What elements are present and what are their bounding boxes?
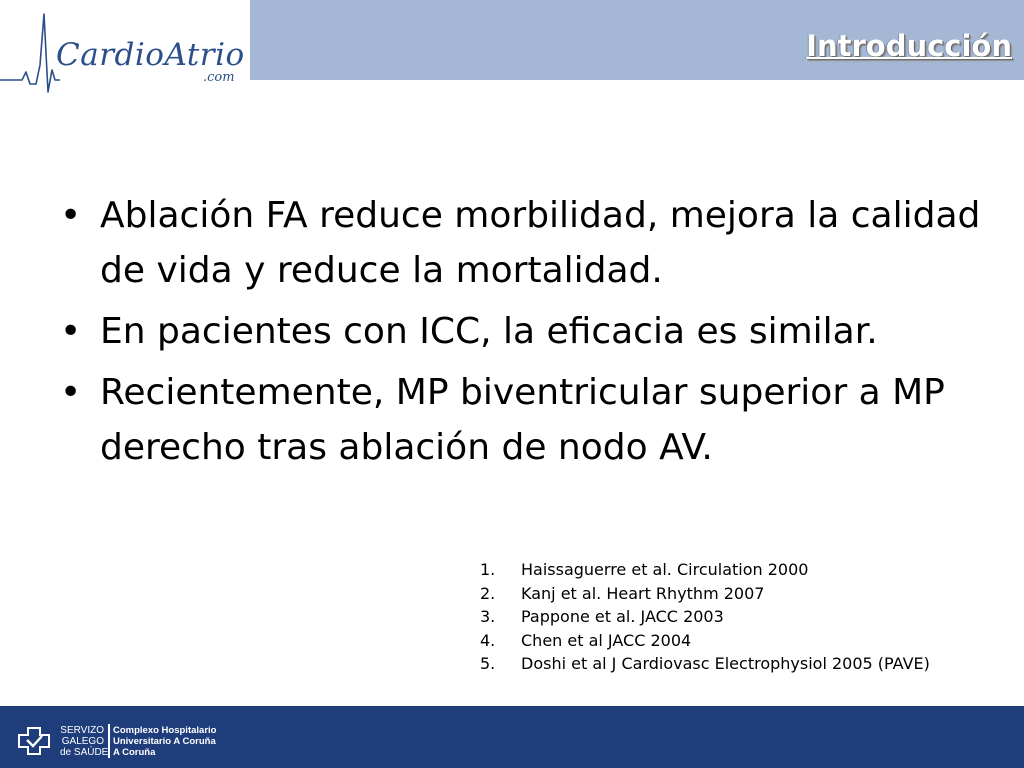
bullet-marker: •: [60, 372, 82, 413]
reference-text: Pappone et al. JACC 2003: [521, 607, 724, 626]
reference-number: 2.: [480, 583, 496, 603]
logo-wordmark: [56, 37, 245, 73]
organization-line: SERVIZO: [60, 725, 104, 736]
bullet-item: [56, 365, 986, 475]
organization-line: GALEGO: [61, 736, 104, 747]
reference-item: [480, 558, 1020, 582]
sergas-cross-icon: [18, 727, 50, 755]
reference-text: Chen et al JACC 2004: [521, 630, 692, 650]
bullet-item: [56, 304, 986, 359]
bullet-text: En pacientes con ICC, la eficacia es similar.: [100, 311, 878, 352]
logo-part2: Atrio: [164, 37, 245, 73]
ecg-wave-icon: [0, 10, 60, 95]
footer-bar: [0, 706, 1024, 768]
footer-separator: [0, 703, 1024, 705]
bullet-text: Recientemente, MP biventricular superior a MP derecho tras ablación de nodo AV.: [100, 372, 945, 468]
reference-item: [480, 652, 1020, 676]
hospital-name: [113, 725, 216, 758]
cardioatrio-logo: [0, 0, 250, 95]
reference-text: Kanj et al. Heart Rhythm 2007: [521, 583, 765, 603]
reference-number: 3.: [480, 607, 496, 626]
logo-part1: Cardio: [56, 37, 165, 73]
slide-title: Introducción: [806, 29, 1012, 63]
reference-item: [480, 582, 1020, 606]
reference-number: 5.: [480, 654, 496, 673]
bullet-marker: •: [60, 195, 82, 236]
logo-suffix: .com: [203, 70, 235, 85]
reference-text: Haissaguerre et al. Circulation 2000: [521, 560, 809, 579]
reference-number: 1.: [480, 560, 496, 579]
organization-line: de SAÚDE: [60, 747, 109, 758]
bullet-item: [56, 188, 986, 298]
bullet-list: [56, 188, 986, 481]
reference-list: [480, 558, 1020, 676]
footer-divider: [108, 724, 110, 758]
hospital-line: Universitario A Coruña: [113, 736, 216, 747]
reference-item: [480, 605, 1020, 629]
reference-number: 4.: [480, 630, 496, 650]
organization-name: [60, 725, 109, 758]
reference-text: Doshi et al J Cardiovasc Electrophysiol 2005 (PAVE): [521, 654, 930, 673]
bullet-text: Ablación FA reduce morbilidad, mejora la calidad de vida y reduce la mortalidad.: [100, 195, 981, 291]
reference-item: [480, 629, 1020, 653]
hospital-line: A Coruña: [113, 747, 156, 758]
hospital-line: Complexo Hospitalario: [113, 725, 217, 736]
bullet-marker: •: [60, 311, 82, 352]
